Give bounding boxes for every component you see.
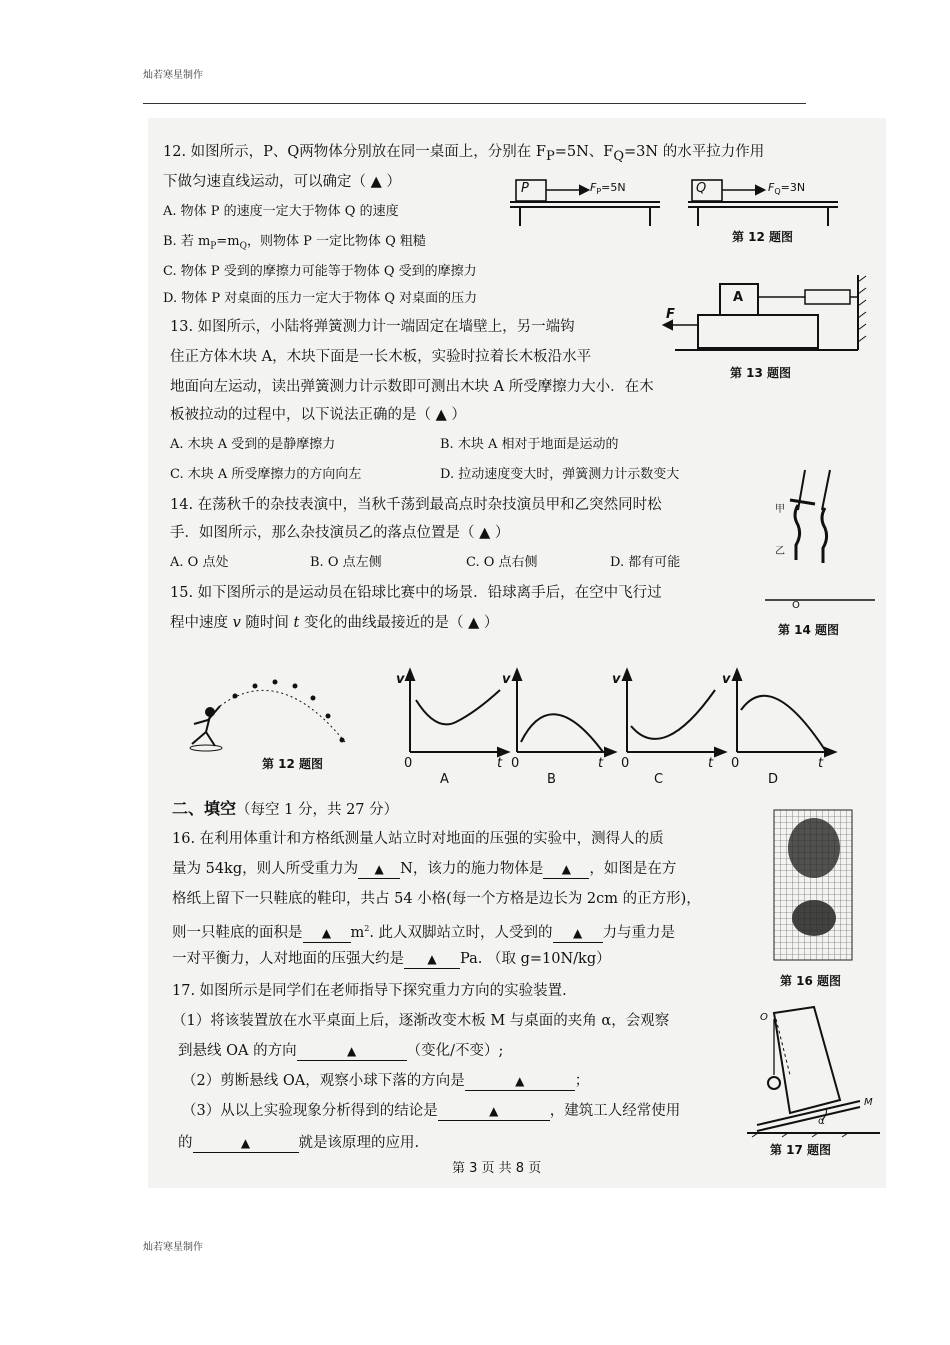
q12-option-a: A. 物体 P 的速度一定大于物体 Q 的速度 (163, 204, 399, 219)
q17-caption: 第 17 题图 (770, 1143, 832, 1157)
q14-caption: 第 14 题图 (778, 623, 840, 637)
plumb-ball (768, 1077, 780, 1089)
graph-a-letter: A (440, 772, 449, 787)
q12-option-b: B. 若 $m_P=m_Q$，则物体 P 一定比物体 Q 粗糙 (163, 234, 426, 252)
q15-line2: 程中速度 v 随时间 t 变化的曲线最接近的是（ ▲ ） (170, 615, 499, 631)
graph-c-t: t (708, 756, 714, 771)
q15-line1: 15. 如下图所示的是运动员在铅球比赛中的场景．铅球离手后，在空中飞行过 (170, 585, 662, 601)
q12-stem-line2: 下做匀速直线运动，可以确定（ ▲ ） (163, 174, 401, 190)
q17-line6: 的 ▲ 就是该原理的应用. (178, 1135, 420, 1151)
shoe-print-heel (792, 900, 836, 936)
graph-d-v: v (722, 672, 731, 687)
q16-line2: 量为 54kg，则人所受重力为 ▲ N，该力的施力物体是 ▲ ，如图是在方 (172, 861, 677, 877)
graph-d (725, 670, 835, 760)
q17-fig-o: O (760, 1012, 768, 1023)
q12-option-c: C. 物体 P 受到的摩擦力可能等于物体 Q 受到的摩擦力 (163, 264, 477, 279)
q17-figure (742, 1005, 882, 1137)
q14-option-c: C. O 点右侧 (466, 555, 538, 570)
graph-c-letter: C (654, 772, 664, 787)
graph-b (505, 670, 615, 760)
q14-option-d: D. 都有可能 (610, 555, 681, 570)
q12-fig-p-label: P (521, 181, 529, 196)
shot-put-figure (180, 672, 355, 752)
q17-line5: （3）从以上实验现象分析得到的结论是 ▲ ，建筑工人经常使用 (182, 1103, 681, 1119)
q14-line1: 14. 在荡秋千的杂技表演中，当秋千荡到最高点时杂技演员甲和乙突然同时松 (170, 497, 662, 513)
q13-fig-force-label: F (666, 307, 675, 322)
q16-line5: 一对平衡力，人对地面的压强大约是 ▲ Pa. （取 g=10N/kg） (172, 951, 611, 967)
q15-shot-put-caption: 第 12 题图 (262, 757, 324, 771)
q12-option-d: D. 物体 P 对桌面的压力一定大于物体 Q 对桌面的压力 (163, 291, 478, 306)
q17-line3: 到悬线 OA 的方向 ▲ （变化/不变）; (178, 1043, 504, 1059)
q16-caption: 第 16 题图 (780, 974, 842, 988)
q13-line2: 住正方体木块 A，木块下面是一长木板，实验时拉着长木板沿水平 (170, 349, 592, 365)
graph-a (398, 670, 511, 760)
q17-line1: 17. 如图所示是同学们在老师指导下探究重力方向的实验装置. (172, 983, 567, 999)
q13-line4: 板被拉动的过程中，以下说法正确的是（ ▲ ） (170, 407, 466, 423)
q12-fig-p-force: $F_P=5N$ (590, 181, 626, 197)
graph-c (615, 670, 725, 760)
section2-heading: 二、填空（每空 1 分，共 27 分） (172, 799, 399, 818)
graph-c-o: 0 (621, 756, 630, 771)
graph-c-v: v (612, 672, 621, 687)
q17-line2: （1）将该装置放在水平桌面上后，逐渐改变木板 M 与桌面的夹角 α，会观察 (172, 1013, 670, 1029)
q14-fig-yi: 乙 (775, 546, 785, 557)
q12-caption: 第 12 题图 (732, 230, 794, 244)
graph-d-o: 0 (731, 756, 740, 771)
q12-stem-line1: 12. 如图所示，P、Q两物体分别放在同一桌面上，分别在 $F_P=5N$、$F_Q=3N$ 的水平拉力作用 (163, 144, 765, 164)
graph-d-t: t (818, 756, 824, 771)
q14-figure (760, 470, 880, 610)
shoe-print-toe (788, 818, 840, 878)
q17-line4: （2）剪断悬线 OA，观察小球下落的方向是 ▲ ； (182, 1073, 590, 1089)
q16-line4: 则一只鞋底的面积是 ▲ $m^2$. 此人双脚站立时，人受到的 ▲ 力与重力是 (172, 924, 676, 941)
q14-option-a: A. O 点处 (170, 555, 229, 570)
q16-line1: 16. 在利用体重计和方格纸测量人站立时对地面的压强的实验中，测得人的质 (172, 831, 664, 847)
graph-b-v: v (502, 672, 511, 687)
q13-caption: 第 13 题图 (730, 366, 792, 380)
page-footer: 灿若寒星制作 (143, 1242, 203, 1253)
q14-option-b: B. O 点左侧 (310, 555, 382, 570)
table-q (688, 180, 838, 226)
q17-fig-m: M (864, 1097, 873, 1108)
q17-fig-alpha: α (818, 1116, 825, 1127)
page-header: 灿若寒星制作 (143, 70, 203, 81)
q13-figure (660, 270, 870, 360)
graph-a-o: 0 (404, 756, 413, 771)
q13-option-b: B. 木块 A 相对于地面是运动的 (440, 437, 619, 452)
q16-line3: 格纸上留下一只鞋底的鞋印，共占 54 小格(每一个方格是边长为 2cm 的正方形)， (172, 891, 701, 907)
q14-fig-jia: 甲 (775, 504, 785, 515)
graph-b-letter: B (547, 772, 556, 787)
q14-fig-o: O (792, 600, 800, 611)
table-p (510, 180, 660, 226)
q13-line1: 13. 如图所示，小陆将弹簧测力计一端固定在墙壁上，另一端钩 (170, 319, 575, 335)
graph-b-t: t (598, 756, 604, 771)
q12-fig-q-force: $F_Q=3N$ (768, 181, 806, 197)
q13-fig-block-label: A (733, 290, 744, 305)
q12-fig-q-label: Q (696, 181, 707, 196)
graph-a-v: v (396, 672, 405, 687)
q13-option-d: D. 拉动速度变大时，弹簧测力计示数变大 (440, 467, 680, 482)
long-board (698, 315, 818, 348)
q13-line3: 地面向左运动，读出弹簧测力计示数即可测出木块 A 所受摩擦力大小．在木 (170, 379, 654, 395)
graph-d-letter: D (768, 772, 779, 787)
page-number: 第 3 页 共 8 页 (452, 1161, 542, 1176)
q13-option-a: A. 木块 A 受到的是静摩擦力 (170, 437, 336, 452)
q14-line2: 手．如图所示，那么杂技演员乙的落点位置是（ ▲ ） (170, 525, 510, 541)
q13-option-c: C. 木块 A 所受摩擦力的方向向左 (170, 467, 362, 482)
graph-b-o: 0 (511, 756, 520, 771)
graph-a-t: t (497, 756, 503, 771)
spring-scale (805, 290, 850, 304)
q16-grid-figure (774, 810, 852, 960)
header-rule (143, 103, 806, 104)
